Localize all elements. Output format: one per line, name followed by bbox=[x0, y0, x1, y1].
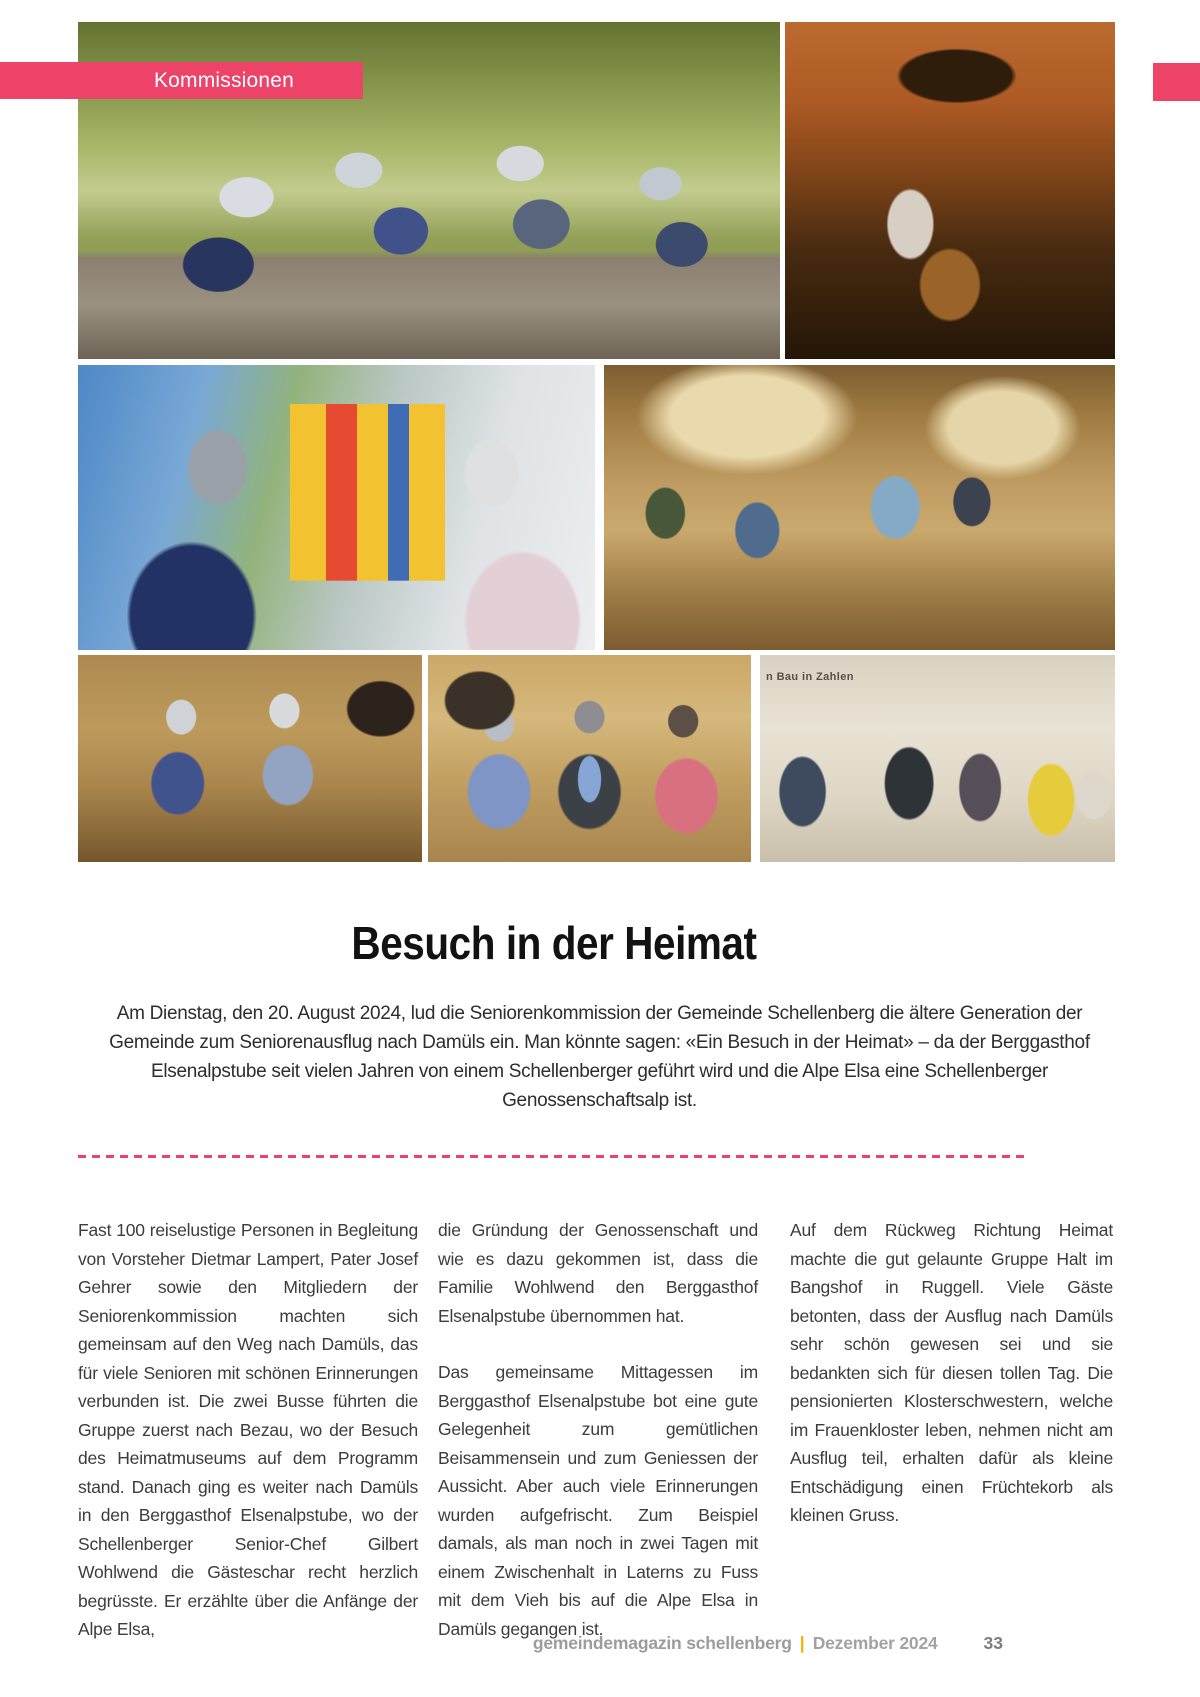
page-footer bbox=[78, 1633, 1003, 1654]
article-title: Besuch in der Heimat bbox=[351, 917, 757, 969]
issue-date: Dezember 2024 bbox=[812, 1633, 938, 1653]
photo-museum-room bbox=[604, 365, 1115, 650]
photo-group-exhibit bbox=[760, 655, 1115, 862]
photo-bench-men bbox=[78, 655, 422, 862]
article-intro: Am Dienstag, den 20. August 2024, lud die Seniorenkommission der Gemeinde Schellenberg die ältere Generation der Gemeinde zum Seniorenausflug nach Damüls ein. Man könnte sagen: «Ein Besuch in der Heimat» – da der Berggasthof Elsenalpstube seit vielen Jahren von einem Schellenberger geführt wird und die Alpe Elsa eine Schellenberger Genossenschaftsalp ist. bbox=[109, 1003, 1090, 1111]
article-column-2 bbox=[438, 1216, 758, 1671]
page-edge-tab bbox=[1153, 63, 1200, 101]
footer-separator: | bbox=[799, 1633, 805, 1653]
photo-three-women bbox=[428, 655, 751, 862]
exhibit-poster-text: n Bau in Zahlen bbox=[766, 671, 854, 683]
section-label: Kommissionen bbox=[153, 69, 295, 92]
paragraph: die Gründung der Genossenschaft und wie es dazu gekommen ist, dass die Familie Wohlwend den Berggasthof Elsenalpstube übernommen hat. bbox=[438, 1220, 758, 1326]
photo-bouncy-castle bbox=[78, 365, 595, 650]
dashed-divider bbox=[78, 1155, 1030, 1158]
photo-wine-cellar bbox=[785, 22, 1115, 359]
section-label-band bbox=[0, 62, 363, 99]
magazine-name: gemeindemagazin schellenberg bbox=[532, 1633, 792, 1653]
article-column-1 bbox=[78, 1216, 418, 1672]
page-number: 33 bbox=[983, 1633, 1003, 1653]
article-column-3 bbox=[790, 1216, 1113, 1558]
paragraph: Auf dem Rückweg Richtung Heimat machte die gut gelaunte Gruppe Halt im Bangshof in Ruggell. Viele Gäste betonten, dass der Ausflug nach Damüls sehr schön gewesen sei und sie bedankten sich für diesen tollen Tag. Die pensionierten Klosterschwestern, welche im Frauenkloster leben, nehmen nicht am Ausflug teil, erhalten dafür als kleine Entschädigung einen Früchtekorb als kleinen Gruss. bbox=[790, 1220, 1113, 1525]
paragraph: Fast 100 reiselustige Personen in Begleitung von Vorsteher Dietmar Lampert, Pater Josef Gehrer sowie den Mitgliedern der Seniorenkommission machten sich gemeinsam auf den Weg nach Damüls, das für viele Senioren mit schönen Erinnerungen verbunden ist. Die zwei Busse führten die Gruppe zuerst nach Bezau, wo der Besuch des Heimatmuseums auf dem Programm stand. Danach ging es weiter nach Damüls in den Berggasthof Elsenalpstube, wo der Schellenberger Senior-Chef Gilbert Wohlwend die Gästeschar recht herzlich begrüsste. Er erzählte über die Anfänge der Alpe Elsa, bbox=[78, 1220, 418, 1639]
paragraph: Das gemeinsame Mittagessen im Berggasthof Elsenalpstube bot eine gute Gelegenheit zum gemütlichen Beisammensein und zum Geniessen der Aussicht. Aber auch viele Erinnerungen wurden aufgefrischt. Zum Beispiel damals, als man noch in zwei Tagen mit einem Zwischenhalt in Laterns zu Fuss mit dem Vieh bis auf die Alpe Elsa in Damüls gegangen ist. bbox=[438, 1362, 758, 1639]
